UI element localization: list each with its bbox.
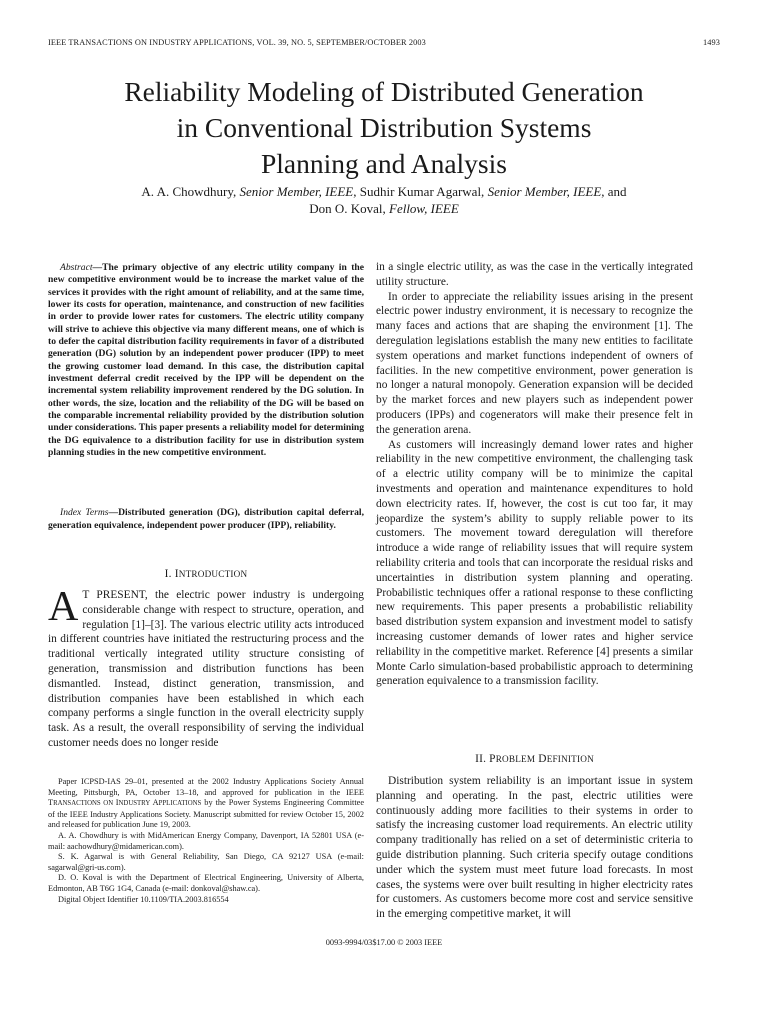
paragraph-continued: in a single electric utility, as was the case in the vertically integrated utility structure.	[376, 261, 693, 288]
author-2-role: Senior Member, IEEE	[487, 184, 602, 199]
running-head	[48, 38, 720, 47]
page-number: 1493	[703, 38, 720, 47]
author-line-1	[40, 183, 728, 200]
index-terms-lead: Index Terms	[60, 507, 109, 518]
footnote-author-2: S. K. Agarwal is with General Reliability, San Diego, CA 92127 USA (e-mail: sagarwal@gri-us.com).	[48, 852, 364, 872]
introduction-text: T PRESENT, the electric power industry is undergoing considerable change with respect to structure, operation, and regulation [1]–[3]. The various electric utility acts introduced in different countries have initiated the restructuring process and the traditional vertically integrated utility structure consisting of generation, transmission and distribution functions has been dismantled. Instead, distinct generation, transmission, and distribution companies have been established in which each company performs a single function in the overall electricity supply task. As a result, the overall responsibility of serving the individual customer needs does no longer reside	[48, 589, 364, 749]
author-1-role: Senior Member, IEEE	[239, 184, 354, 199]
index-terms-text: —Distributed generation (DG), distribution capital deferral, generation equivalence, independent power producer (IPP), reliability.	[48, 507, 364, 531]
author-2: , Sudhir Kumar Agarwal,	[353, 184, 485, 199]
drop-cap: A	[48, 584, 79, 630]
footnote-doi: Digital Object Identifier 10.1109/TIA.2003.816554	[58, 894, 229, 904]
abstract	[48, 262, 364, 460]
problem-definition-body	[376, 774, 693, 922]
abstract-lead: Abstract	[60, 262, 93, 273]
section-heading-introduction: I. INTRODUCTION	[164, 568, 248, 580]
copyright-footer: 0093-9994/03$17.00 © 2003 IEEE	[325, 938, 443, 947]
footnote-author-1: A. A. Chowdhury is with MidAmerican Energy Company, Davenport, IA 52801 USA (e-mail: aachowdhury@midamerican.com).	[48, 830, 364, 851]
title-line-2: in Conventional Distribution Systems	[176, 112, 592, 143]
footnote-author-3: D. O. Koval is with the Department of Electrical Engineering, University of Alberta, Edmonton, AB T6G 1G4, Canada (e-mail: donkoval@shaw.ca).	[48, 873, 364, 893]
author-3-role: Fellow, IEEE	[389, 201, 459, 216]
footnote-paper-info: Paper ICPSD-IAS 29–01, presented at the 2002 Industry Applications Society Annual Meeting, Pittsburgh, PA, October 13–18, and approved for publication in the IEEE TRANSACTIONS ON INDUSTRY APPLICATIONS by the Power Systems Engineering Committee of the IEEE Industry Applications Society. Manuscript submitted for review October 15, 2002 and released for publication June 19, 2003.	[48, 777, 364, 830]
title-line-1: Reliability Modeling of Distributed Generation	[124, 76, 644, 107]
author-line-2	[40, 200, 728, 217]
footnote	[48, 777, 364, 905]
problem-definition-text: Distribution system reliability is an important issue in system planning and operating. In the past, electric utilities were continuously adding more facilities to their systems in order to satisfy the increasing customer load requirements. An electric utility company traditionally has relied on a set of deterministic criteria to guide distribution planning. Such criteria specify outage conditions under which the system must meet future load forecasts. In most cases, the systems were over built resulting in higher electricity rates for customers. As customers become more cost and service sensitive in the emerging competitive market, it will	[376, 775, 693, 921]
index-terms	[48, 507, 364, 532]
author-list	[40, 183, 728, 217]
author-3: Don O. Koval,	[309, 201, 386, 216]
title-line-3: Planning and Analysis	[261, 148, 507, 179]
paragraph-1: In order to appreciate the reliability issues arising in the present electric power industry environment, it is necessary to recognize the many faces and actions that are shaping the environment [1]. The deregulation legislations establish the many new entities to facilitate system operations and market functions independent of owners of facilities. In the new competitive environment, power generation is no longer a natural monopoly. Generation expansion will be decided by the market forces and new players such as independent power producers (IPPs) and cogenerators will make their presence felt in the generation arena.	[376, 290, 693, 436]
author-1: A. A. Chowdhury,	[141, 184, 237, 199]
right-column-body	[376, 260, 693, 689]
introduction-body	[48, 584, 364, 751]
journal-line: IEEE TRANSACTIONS ON INDUSTRY APPLICATIONS, VOL. 39, NO. 5, SEPTEMBER/OCTOBER 2003	[48, 38, 426, 47]
paragraph-2: As customers will increasingly demand lower rates and higher reliability in the new competitive environment, the challenging task of a electric utility company will be to minimize the capital investments and operation and maintenance expenditures to hold down electricity rates. If, however, the cost is cut too far, it may jeopardize the system’s ability to supply reliable power to its customers. The movement toward deregulation will therefore introduce a wide range of reliability issues that will require system reliability criteria and tools that can incorporate the residual risks and uncertainties in distribution system planning and operating. Probabilistic techniques offer a rational response to these conflicting new requirements. This paper presents a probabilistic reliability based distribution system expansion and investment model to satisfy increasing customer demands of lower rates and higher service reliability in the competitive market. Reference [4] presents a similar Monte Carlo simulation-based probabilistic approach to determining generation equivalence to a transmission facility.	[376, 438, 693, 688]
paper-title	[40, 74, 728, 182]
author-and: , and	[601, 184, 627, 199]
section-heading-problem-definition: II. PROBLEM DEFINITION	[475, 753, 594, 765]
abstract-text: —The primary objective of any electric utility company in the new competitive environment would be to increase the market value of the services it provides with the right amount of reliability, and at the same time, lower its costs for operation, maintenance, and construction of new facilities in order to provide lower rates for customers. The electric utility company will strive to achieve this objective via many different means, one of which is to defer the capital distribution facility requirements in favor of a distributed generation (DG) solution by an independent power producer (IPP) to meet the growing customer load demand. In this case, the distribution capital investment deferral credit received by the IPP will be dependent on the incremental system reliability improvement rendered by the DG solution. In other words, the size, location and the reliability of the DG will be based on the comparable incremental reliability provided by the distribution solution under considerations. This paper presents a reliability model for determining the DG equivalence to a distribution facility for use in distribution system planning studies in the new competitive environment.	[48, 262, 364, 459]
